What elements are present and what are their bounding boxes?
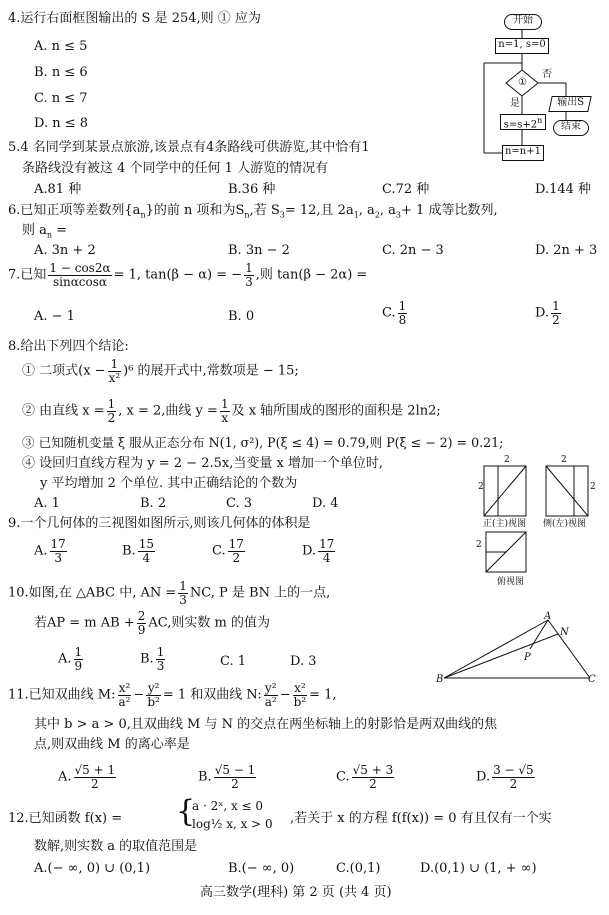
q8-statement-2: ② 由直线 x = $\frac{1}{2}$ , x = 2,曲线 y = $\frac{1}{x}$ 及 x 轴所围成的图形的面积是 2ln2; [22, 397, 441, 425]
q4-option-c: C. n ≤ 7 [34, 91, 88, 106]
triangle-drawing [430, 606, 600, 686]
q10-option-c: C. 1 [220, 654, 247, 669]
q9-option-d: D. $\frac{17}{4}$ [302, 537, 335, 565]
flow-update-s: $s=s+2^n$ [500, 114, 546, 130]
q6-option-a: A. 3n + 2 [34, 243, 96, 258]
q10-option-a: A. $\frac{1}{9}$ [58, 645, 83, 673]
front-view-width: 2 [504, 455, 510, 465]
q7-stem: 7.已知 $\frac{1 - \cos 2\alpha}{\sin\alpha\cos\alpha}$ = 1, tan(β − α) = − $\frac{1}{3}$ ,则 tan(β − 2α) = [8, 261, 368, 289]
q12-option-c: C.(0,1) [336, 861, 381, 876]
q12-option-a: A.(− ∞, 0) ∪ (0,1) [34, 861, 151, 876]
q10-stem-line2: 若AP = m AB + $\frac{2}{9}$ AC,则实数 m 的值为 [34, 609, 270, 637]
top-view-height: 2 [476, 540, 482, 550]
q9-option-a: A. $\frac{17}{3}$ [34, 537, 66, 565]
q12-stem-prefix: 12.已知函数 f(x) = [8, 811, 123, 826]
flow-yes-label: 是 [510, 98, 520, 109]
q4-option-b: B. n ≤ 6 [34, 65, 88, 80]
q11-stem-line3: 点,则双曲线 M 的离心率是 [34, 737, 190, 752]
page-footer: 高三数学(理科) 第 2 页 (共 4 页) [200, 885, 392, 900]
q8-statement-4b: y 平均增加 2 个单位. 其中正确结论的个数为 [40, 476, 298, 491]
side-view-height: 2 [590, 482, 596, 492]
q11-option-c: C. $\frac{√5 + 3}{2}$ [336, 763, 394, 791]
q12-option-d: D.(0,1) ∪ (1, + ∞) [420, 861, 537, 876]
top-view-label: 俯视图 [497, 577, 525, 587]
q11-option-a: A. $\frac{√5 + 1}{2}$ [58, 763, 116, 791]
q11-stem-line2: 其中 b > a > 0,且双曲线 M 与 N 的交点在两坐标轴上的射影恰是两双曲线的焦 [34, 717, 498, 732]
q11-option-b: B. $\frac{√5 - 1}{2}$ [198, 763, 256, 791]
point-n: N [560, 627, 569, 638]
q8-stem: 8.给出下列四个结论: [8, 339, 129, 354]
flow-output: 输出S [548, 96, 591, 112]
side-view-label: 侧(左)视图 [543, 519, 587, 529]
q10-stem-line1: 10.如图,在 △ABC 中, AN = $\frac{1}{3}$ NC, P 是 BN 上的一点, [8, 579, 331, 607]
q4-option-d: D. n ≤ 8 [34, 116, 89, 131]
q6-stem-line2: 则 $a_n$ = [22, 223, 68, 240]
q8-option-a: A. 1 [34, 496, 60, 511]
flow-start: 开始 [504, 14, 542, 30]
front-view-height: 2 [478, 482, 484, 492]
q9-option-c: C. $\frac{17}{2}$ [212, 537, 244, 565]
q7-option-b: B. 0 [228, 309, 255, 324]
q5-option-d: D.144 种 [535, 182, 592, 197]
q11-stem-line1: 11.已知双曲线 M: $\frac{\text{x²}}{\text{a²}}$ − $\frac{\text{y²}}{\text{b²}}$ = 1 和双曲线 N: $\frac{\text{y²}}{\text{a²}}$ − $\frac{\text{x²}}{\text{b²}}$ = 1, [8, 681, 337, 709]
side-view-width: 2 [561, 455, 567, 465]
q8-statement-1: ① 二项式(x − $\frac{1}{\text{x²}}$ )⁶ 的展开式中,常数项是 − 15; [22, 357, 299, 385]
vertex-c: C [588, 674, 596, 685]
q12-option-b: B.(− ∞, 0) [228, 861, 295, 876]
q5-stem-line1: 5.4 名同学到某景点旅游,该景点有4条路线可供游览,其中恰有1 [8, 140, 370, 155]
q7-option-a: A. − 1 [34, 309, 75, 324]
vertex-b: B [436, 674, 444, 685]
point-p: P [524, 652, 531, 663]
q5-option-a: A.81 种 [34, 182, 82, 197]
piecewise-brace: { [176, 794, 196, 829]
vertex-a: A [544, 611, 552, 622]
q8-statement-3: ③ 已知随机变量 ξ 服从正态分布 N(1, σ²), P(ξ ≤ 4) = 0.79,则 P(ξ ≤ − 2) = 0.21; [22, 435, 504, 450]
front-view-label: 正(主)视图 [483, 519, 527, 529]
q8-option-c: C. 3 [226, 496, 253, 511]
q6-stem-line1: 6.已知正项等差数列$\{a_n\}$的前 n 项和为$S_n$,若 $S_3= 12$,且 $2a_1$, $a_2$, $a_3+ 1$ 成等比数列, [8, 203, 498, 220]
q12-stem-suffix: ,若关于 x 的方程 f(f(x)) = 0 有且仅有一个实 [290, 811, 552, 826]
q5-stem-line2: 条路线没有被这 4 个同学中的任何 1 人游览的情况有 [22, 161, 329, 176]
q8-option-d: D. 4 [312, 496, 339, 511]
q8-statement-4a: ④ 设回归直线方程为 y = 2 − 2.5x,当变量 x 增加一个单位时, [22, 456, 384, 471]
flow-condition: ① [518, 77, 527, 88]
q12-case-1: a · 2ˣ, x ≤ 0 [192, 799, 264, 813]
q7-option-c: C. $\frac{1}{8}$ [382, 299, 407, 327]
q4-stem: 4.运行右面框图输出的 S 是 254,则 ① 应为 [8, 11, 261, 26]
q6-option-c: C. 2n − 3 [382, 243, 444, 258]
q7-option-d: D. $\frac{1}{2}$ [535, 299, 560, 327]
q9-option-b: B. $\frac{15}{4}$ [122, 537, 154, 565]
q6-option-d: D. 2n + 3 [535, 243, 598, 258]
q4-option-a: A. n ≤ 5 [34, 39, 88, 54]
q5-option-b: B.36 种 [228, 182, 276, 197]
q10-option-b: B. $\frac{1}{3}$ [140, 645, 165, 673]
flow-no-label: 否 [542, 69, 552, 80]
flow-init: n=1, s=0 [495, 38, 549, 54]
q10-option-d: D. 3 [290, 654, 317, 669]
flow-update-n: n=n+1 [502, 145, 544, 161]
q11-option-d: D. $\frac{3 - √5}{2}$ [476, 763, 534, 791]
q6-option-b: B. 3n − 2 [228, 243, 290, 258]
q12-stem-line2: 数解,则实数 a 的取值范围是 [34, 839, 198, 854]
q9-stem: 9.一个几何体的三视图如图所示,则该几何体的体积是 [8, 516, 311, 531]
flow-end: 结束 [553, 120, 589, 136]
q5-option-c: C.72 种 [382, 182, 430, 197]
q8-option-b: B. 2 [140, 496, 167, 511]
q12-case-2: log½ x, x > 0 [192, 817, 273, 831]
